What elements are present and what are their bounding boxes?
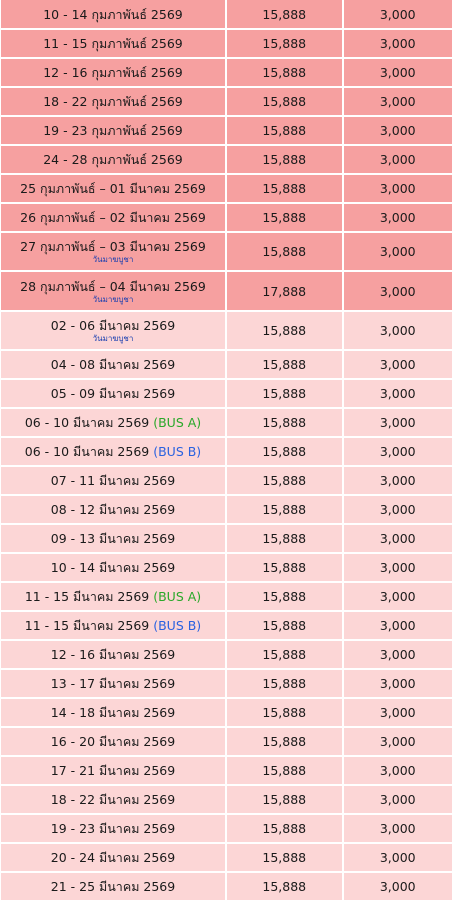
table-row [1,815,452,842]
single-supplement: 3,000 [344,409,453,436]
tour-price: 15,888 [227,59,342,86]
table-row [1,312,452,349]
tour-price: 15,888 [227,30,342,57]
table-row [1,641,452,668]
departure-date-cell [1,117,225,144]
departure-date-cell [1,30,225,57]
single-supplement: 3,000 [344,59,453,86]
departure-date: 14 - 18 มีนาคม 2569 [50,705,176,720]
single-supplement: 3,000 [344,175,453,202]
departure-date-cell [1,59,225,86]
departure-date: 13 - 17 มีนาคม 2569 [50,676,176,691]
departure-date: 10 - 14 มีนาคม 2569 [50,560,176,575]
departure-date-cell [1,699,225,726]
single-supplement: 3,000 [344,699,453,726]
departure-date-cell [1,0,225,28]
table-row [1,117,452,144]
single-supplement: 3,000 [344,380,453,407]
table-row [1,175,452,202]
tour-price: 15,888 [227,786,342,813]
departure-date-cell [1,786,225,813]
tour-price: 15,888 [227,699,342,726]
single-supplement: 3,000 [344,525,453,552]
departure-date-cell [1,554,225,581]
tour-price: 15,888 [227,757,342,784]
departure-date: 06 - 10 มีนาคม 2569 [24,444,150,459]
table-row [1,699,452,726]
departure-date: 11 - 15 กุมภาพันธ์ 2569 [43,36,183,51]
table-row [1,30,452,57]
departure-date-cell [1,757,225,784]
tour-price: 15,888 [227,641,342,668]
table-row [1,525,452,552]
departure-date-cell [1,409,225,436]
table-row [1,351,452,378]
single-supplement: 3,000 [344,873,453,900]
departure-date-cell [1,496,225,523]
departure-date: 19 - 23 กุมภาพันธ์ 2569 [43,123,183,138]
single-supplement: 3,000 [344,88,453,115]
tour-price: 15,888 [227,175,342,202]
departure-date: 28 กุมภาพันธ์ – 04 มีนาคม 2569 [20,278,206,294]
departure-date-cell [1,272,225,310]
tour-price: 15,888 [227,88,342,115]
tour-price: 15,888 [227,204,342,231]
single-supplement: 3,000 [344,844,453,871]
table-row [1,409,452,436]
departure-date: 11 - 15 มีนาคม 2569 [24,589,150,604]
tour-price: 15,888 [227,873,342,900]
single-supplement: 3,000 [344,204,453,231]
single-supplement: 3,000 [344,467,453,494]
table-row [1,612,452,639]
departure-date: 09 - 13 มีนาคม 2569 [50,531,176,546]
single-supplement: 3,000 [344,554,453,581]
tour-price: 15,888 [227,351,342,378]
bus-a-label: (BUS A) [153,589,202,604]
departure-date: 12 - 16 กุมภาพันธ์ 2569 [43,65,183,80]
departure-date: 25 กุมภาพันธ์ – 01 มีนาคม 2569 [20,181,206,196]
bus-b-label: (BUS B) [153,618,202,633]
tour-price: 15,888 [227,438,342,465]
single-supplement: 3,000 [344,351,453,378]
table-row [1,670,452,697]
table-row [1,873,452,900]
table-row [1,0,452,28]
departure-date: 27 กุมภาพันธ์ – 03 มีนาคม 2569 [20,239,206,254]
departure-date-cell [1,88,225,115]
single-supplement: 3,000 [344,438,453,465]
departure-date: 18 - 22 มีนาคม 2569 [50,792,176,807]
tour-price: 15,888 [227,496,342,523]
table-row [1,438,452,465]
table-row [1,380,452,407]
tour-price: 15,888 [227,815,342,842]
departure-date-cell [1,146,225,173]
table-row [1,467,452,494]
tour-price: 15,888 [227,409,342,436]
departure-date-cell [1,438,225,465]
departure-date: 08 - 12 มีนาคม 2569 [50,502,176,517]
table-row [1,496,452,523]
departure-date: 24 - 28 กุมภาพันธ์ 2569 [43,152,183,167]
departure-date-cell [1,815,225,842]
single-supplement: 3,000 [344,496,453,523]
tour-price: 15,888 [227,312,342,349]
departure-date: 04 - 08 มีนาคม 2569 [50,357,176,372]
departure-date-cell [1,351,225,378]
tour-price: 15,888 [227,0,342,28]
departure-date: 21 - 25 มีนาคม 2569 [50,879,176,894]
table-row [1,146,452,173]
departure-date-cell [1,612,225,639]
departure-date-cell [1,312,225,349]
single-supplement: 3,000 [344,146,453,173]
departure-date: 18 - 22 กุมภาพันธ์ 2569 [43,94,183,109]
tour-price: 15,888 [227,583,342,610]
departure-date: 19 - 23 มีนาคม 2569 [50,821,176,836]
bus-a-label: (BUS A) [153,415,202,430]
single-supplement: 3,000 [344,815,453,842]
single-supplement: 3,000 [344,30,453,57]
departure-date-cell [1,728,225,755]
departure-date: 02 - 06 มีนาคม 2569 [50,318,176,333]
departure-date-cell [1,380,225,407]
table-row [1,728,452,755]
departure-date: 06 - 10 มีนาคม 2569 [24,415,150,430]
single-supplement: 3,000 [344,757,453,784]
departure-date-cell [1,873,225,900]
tour-price: 15,888 [227,844,342,871]
departure-date: 11 - 15 มีนาคม 2569 [24,618,150,633]
tour-price: 15,888 [227,117,342,144]
table-row [1,59,452,86]
departure-date: 17 - 21 มีนาคม 2569 [50,763,176,778]
table-row [1,554,452,581]
tour-price: 15,888 [227,467,342,494]
table-row [1,272,452,310]
single-supplement: 3,000 [344,272,453,310]
departure-date: 10 - 14 กุมภาพันธ์ 2569 [43,6,183,22]
departure-date-cell [1,175,225,202]
tour-price: 15,888 [227,233,342,270]
departure-date: 20 - 24 มีนาคม 2569 [50,850,176,865]
single-supplement: 3,000 [344,312,453,349]
tour-price: 15,888 [227,525,342,552]
departure-date-cell [1,844,225,871]
tour-price: 15,888 [227,380,342,407]
tour-price: 15,888 [227,670,342,697]
single-supplement: 3,000 [344,117,453,144]
departure-date: 07 - 11 มีนาคม 2569 [50,473,176,488]
single-supplement: 3,000 [344,612,453,639]
departure-date-cell [1,467,225,494]
holiday-note: วันมาฆบูชา [92,294,134,304]
departure-date: 12 - 16 มีนาคม 2569 [50,647,176,662]
table-body [1,0,452,900]
departure-date-cell [1,525,225,552]
departure-date: 16 - 20 มีนาคม 2569 [50,734,176,749]
table-row [1,786,452,813]
single-supplement: 3,000 [344,728,453,755]
holiday-note: วันมาฆบูชา [92,334,134,343]
tour-price: 15,888 [227,612,342,639]
tour-price: 15,888 [227,554,342,581]
holiday-note: วันมาฆบูชา [92,255,134,264]
departure-date: 05 - 09 มีนาคม 2569 [50,386,176,401]
table-row [1,88,452,115]
table-row [1,583,452,610]
departure-date-cell [1,641,225,668]
single-supplement: 3,000 [344,670,453,697]
table-row [1,757,452,784]
departure-date-cell [1,204,225,231]
departure-date-cell [1,583,225,610]
single-supplement: 3,000 [344,233,453,270]
table-row [1,204,452,231]
single-supplement: 3,000 [344,0,453,28]
table-row [1,844,452,871]
bus-b-label: (BUS B) [153,444,202,459]
single-supplement: 3,000 [344,641,453,668]
tour-price: 17,888 [227,272,342,310]
single-supplement: 3,000 [344,583,453,610]
departure-date: 26 กุมภาพันธ์ – 02 มีนาคม 2569 [20,210,206,225]
departure-date-cell [1,670,225,697]
single-supplement: 3,000 [344,786,453,813]
tour-price: 15,888 [227,146,342,173]
departure-date-cell [1,233,225,270]
tour-price: 15,888 [227,728,342,755]
table-row [1,233,452,270]
